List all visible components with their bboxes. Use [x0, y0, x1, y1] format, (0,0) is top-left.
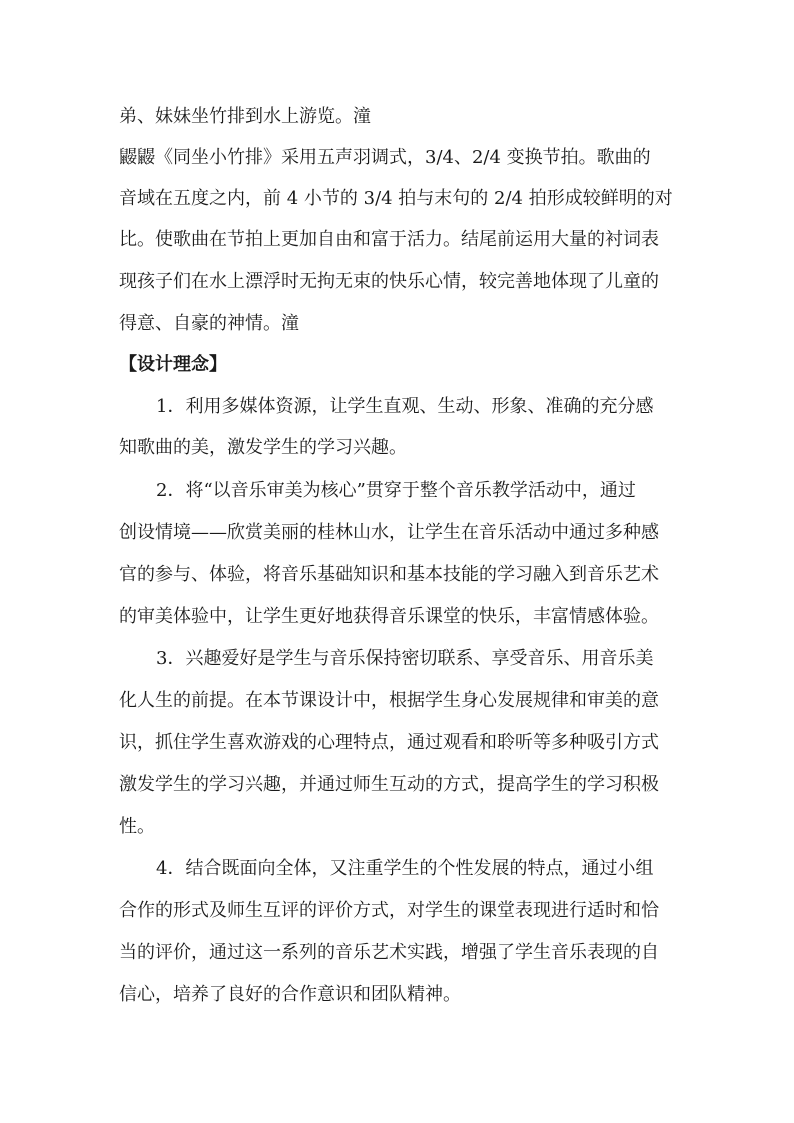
intro-line-2: 鼹鼹《同坐小竹排》采用五声羽调式，3/4、2/4 变换节拍。歌曲的	[119, 147, 651, 168]
point-3-line-1: 3．兴趣爱好是学生与音乐保持密切联系、享受音乐、用音乐美	[156, 648, 654, 669]
intro-line-1: 弟、妹妹坐竹排到水上游览。潼	[119, 106, 371, 127]
point-3-line-5: 性。	[119, 816, 155, 837]
intro-line-6: 得意、自豪的神情。潼	[119, 313, 299, 334]
intro-line-4: 比。使歌曲在节拍上更加自由和富于活力。结尾前运用大量的衬词表	[119, 229, 659, 250]
point-4-line-2: 合作的形式及师生互评的评价方式，对学生的课堂表现进行适时和恰	[119, 900, 659, 921]
point-1-line-2: 知歌曲的美，激发学生的学习兴趣。	[119, 437, 407, 458]
point-2-line-4: 的审美体验中，让学生更好地获得音乐课堂的快乐，丰富情感体验。	[119, 606, 659, 627]
intro-line-5: 现孩子们在水上漂浮时无拘无束的快乐心情，较完善地体现了儿童的	[119, 271, 659, 292]
point-2-line-2: 创设情境——欣赏美丽的桂林山水，让学生在音乐活动中通过多种感	[119, 522, 659, 543]
section-heading: 【设计理念】	[119, 354, 227, 375]
point-4-line-1: 4．结合既面向全体，又注重学生的个性发展的特点，通过小组	[156, 858, 654, 879]
point-1-line-1: 1．利用多媒体资源，让学生直观、生动、形象、准确的充分感	[156, 396, 654, 417]
point-3-line-2: 化人生的前提。在本节课设计中，根据学生身心发展规律和审美的意	[119, 690, 659, 711]
point-4-line-3: 当的评价，通过这一系列的音乐艺术实践，增强了学生音乐表现的自	[119, 942, 659, 963]
point-2-line-1: 2．将“以音乐审美为核心”贯穿于整个音乐教学活动中，通过	[156, 480, 636, 501]
intro-line-3: 音域在五度之内，前 4 小节的 3/4 拍与末句的 2/4 拍形成较鲜明的对	[119, 188, 673, 209]
paragraph-mark: 潼	[353, 106, 371, 127]
point-3-line-3: 识，抓住学生喜欢游戏的心理特点，通过观看和聆听等多种吸引方式	[119, 732, 659, 753]
paragraph-mark: 潼	[281, 313, 299, 334]
point-3-line-4: 激发学生的学习兴趣，并通过师生互动的方式，提高学生的学习积极	[119, 774, 659, 795]
point-2-line-3: 官的参与、体验，将音乐基础知识和基本技能的学习融入到音乐艺术	[119, 564, 659, 585]
point-4-line-4: 信心，培养了良好的合作意识和团队精神。	[119, 984, 461, 1005]
